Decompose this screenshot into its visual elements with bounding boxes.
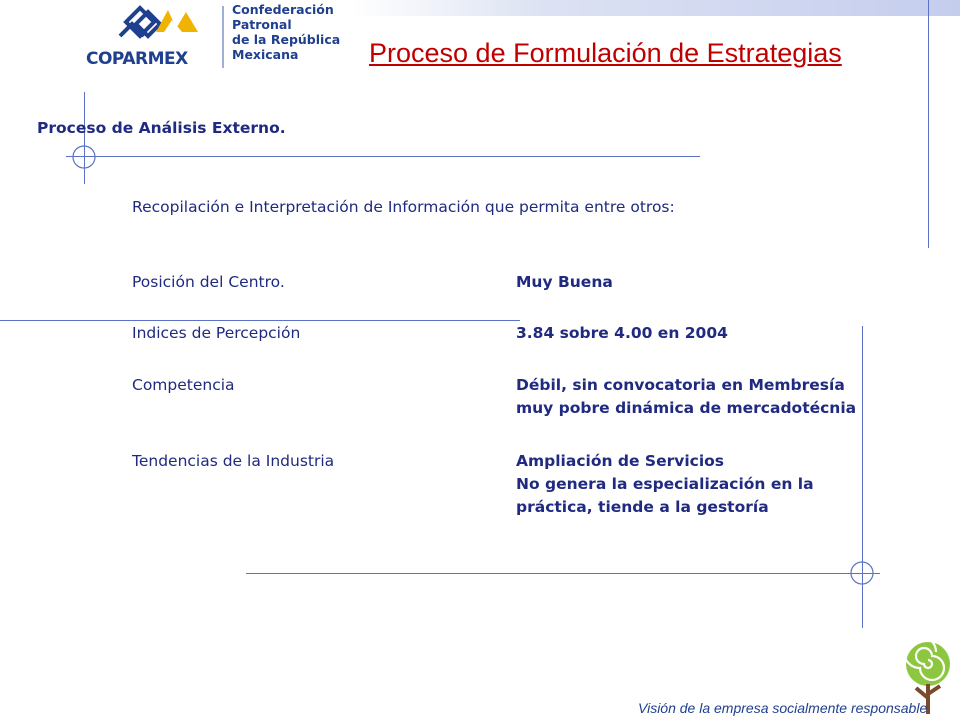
section-title: Proceso de Análisis Externo. <box>37 119 286 137</box>
slide-title: Proceso de Formulación de Estrategias <box>369 38 842 68</box>
row-value <box>516 271 613 294</box>
right-vertical-rule <box>928 0 929 248</box>
logo-line: Patronal <box>232 17 292 32</box>
row-value-line: práctica, tiende a la gestoría <box>516 498 769 516</box>
coparmex-logo-icon <box>116 2 206 50</box>
logo-line: Confederación <box>232 2 334 17</box>
row-label: Tendencias de la Industria <box>132 452 335 470</box>
row-value-line: 3.84 sobre 4.00 en 2004 <box>516 324 728 342</box>
logo-line: de la República <box>232 32 341 47</box>
row-value-line: Muy Buena <box>516 273 613 291</box>
logo-line: Mexicana <box>232 47 299 62</box>
row-value-line: Ampliación de Servicios <box>516 452 725 470</box>
row-value <box>516 322 728 345</box>
row-label: Indices de Percepción <box>132 324 301 342</box>
ring-ornament-icon <box>70 143 98 171</box>
coparmex-wordmark: COPARMEX <box>86 49 188 69</box>
row-label: Competencia <box>132 376 235 394</box>
mid-rule <box>0 320 520 321</box>
header-band <box>352 0 960 16</box>
logo-divider <box>222 6 224 68</box>
intro-text: Recopilación e Interpretación de Información que permita entre otros: <box>132 198 675 216</box>
row-value <box>516 450 814 519</box>
coparmex-logo <box>86 2 356 72</box>
footer-tagline: Visión de la empresa socialmente responsable <box>638 700 928 716</box>
row-value-line: Débil, sin convocatoria en Membresía <box>516 376 845 394</box>
row-value <box>516 374 856 420</box>
row-value-line: No genera la especialización en la <box>516 475 814 493</box>
section-rule <box>66 156 700 157</box>
bottom-rule <box>246 573 880 574</box>
row-value-line: muy pobre dinámica de mercadotécnia <box>516 399 857 417</box>
row-label: Posición del Centro. <box>132 273 285 291</box>
ring-ornament-icon <box>848 559 876 587</box>
logo-caption <box>232 2 340 62</box>
